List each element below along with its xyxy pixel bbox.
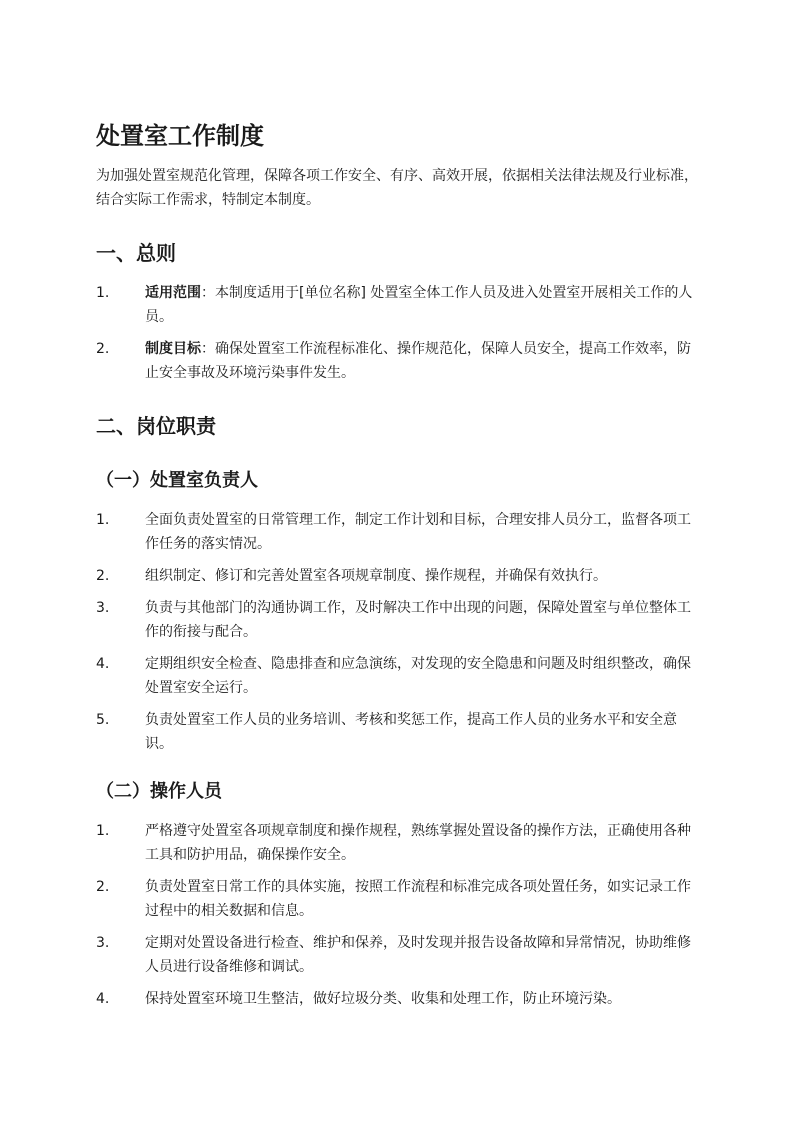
item-text: 严格遵守处置室各项规章制度和操作规程，熟练掌握处置设备的操作方法，正确使用各种工具和防护用品，确保操作安全。 [145, 823, 691, 863]
supervisor-duties-list [96, 508, 698, 756]
section-duties-heading: 二、岗位职责 [96, 414, 216, 438]
list-number: 4. [96, 991, 110, 1007]
list-number: 1. [96, 512, 110, 528]
item-text: 负责处置室工作人员的业务培训、考核和奖惩工作，提高工作人员的业务水平和安全意识。 [145, 712, 677, 752]
list-item [96, 708, 698, 756]
list-item [96, 564, 698, 588]
list-number: 1. [96, 285, 110, 301]
list-number: 4. [96, 656, 110, 672]
list-item [96, 596, 698, 644]
item-text: 定期对处置设备进行检查、维护和保养，及时发现并报告设备故障和异常情况，协助维修人员进行设备维修和调试。 [145, 935, 691, 975]
item-text: 组织制定、修订和完善处置室各项规章制度、操作规程，并确保有效执行。 [145, 568, 607, 584]
subsection-operator-heading: （二）操作人员 [96, 781, 222, 802]
list-item [96, 931, 698, 979]
item-text: 负责与其他部门的沟通协调工作，及时解决工作中出现的问题，保障处置室与单位整体工作的衔接与配合。 [145, 600, 691, 640]
operator-duties-list [96, 819, 698, 1011]
list-number: 1. [96, 823, 110, 839]
general-list [96, 281, 698, 385]
item-text: 定期组织安全检查、隐患排查和应急演练，对发现的安全隐患和问题及时组织整改，确保处置室安全运行。 [145, 656, 691, 696]
document-title: 处置室工作制度 [96, 122, 264, 150]
item-text: ：确保处置室工作流程标准化、操作规范化，保障人员安全，提高工作效率，防止安全事故及环境污染事件发生。 [145, 341, 691, 381]
list-number: 5. [96, 712, 110, 728]
item-label: 适用范围 [145, 285, 201, 301]
list-number: 2. [96, 341, 110, 357]
item-text: 保持处置室环境卫生整洁，做好垃圾分类、收集和处理工作，防止环境污染。 [145, 991, 621, 1007]
list-item [96, 987, 698, 1011]
list-item [96, 819, 698, 867]
list-item [96, 508, 698, 556]
item-text: 负责处置室日常工作的具体实施，按照工作流程和标准完成各项处置任务，如实记录工作过程中的相关数据和信息。 [145, 879, 691, 919]
subsection-supervisor-heading: （一）处置室负责人 [96, 470, 258, 491]
list-number: 2. [96, 879, 110, 895]
list-item [96, 337, 698, 385]
list-item [96, 652, 698, 700]
item-label: 制度目标 [145, 341, 201, 357]
intro-paragraph: 为加强处置室规范化管理，保障各项工作安全、有序、高效开展，依据相关法律法规及行业标准，结合实际工作需求，特制定本制度。 [96, 168, 698, 208]
list-number: 3. [96, 600, 110, 616]
section-general-heading: 一、总则 [96, 241, 176, 265]
list-number: 2. [96, 568, 110, 584]
list-item [96, 281, 698, 329]
item-text: ：本制度适用于[单位名称] 处置室全体工作人员及进入处置室开展相关工作的人员。 [145, 285, 693, 325]
item-text: 全面负责处置室的日常管理工作，制定工作计划和目标，合理安排人员分工，监督各项工作任务的落实情况。 [145, 512, 691, 552]
list-item [96, 875, 698, 923]
list-number: 3. [96, 935, 110, 951]
